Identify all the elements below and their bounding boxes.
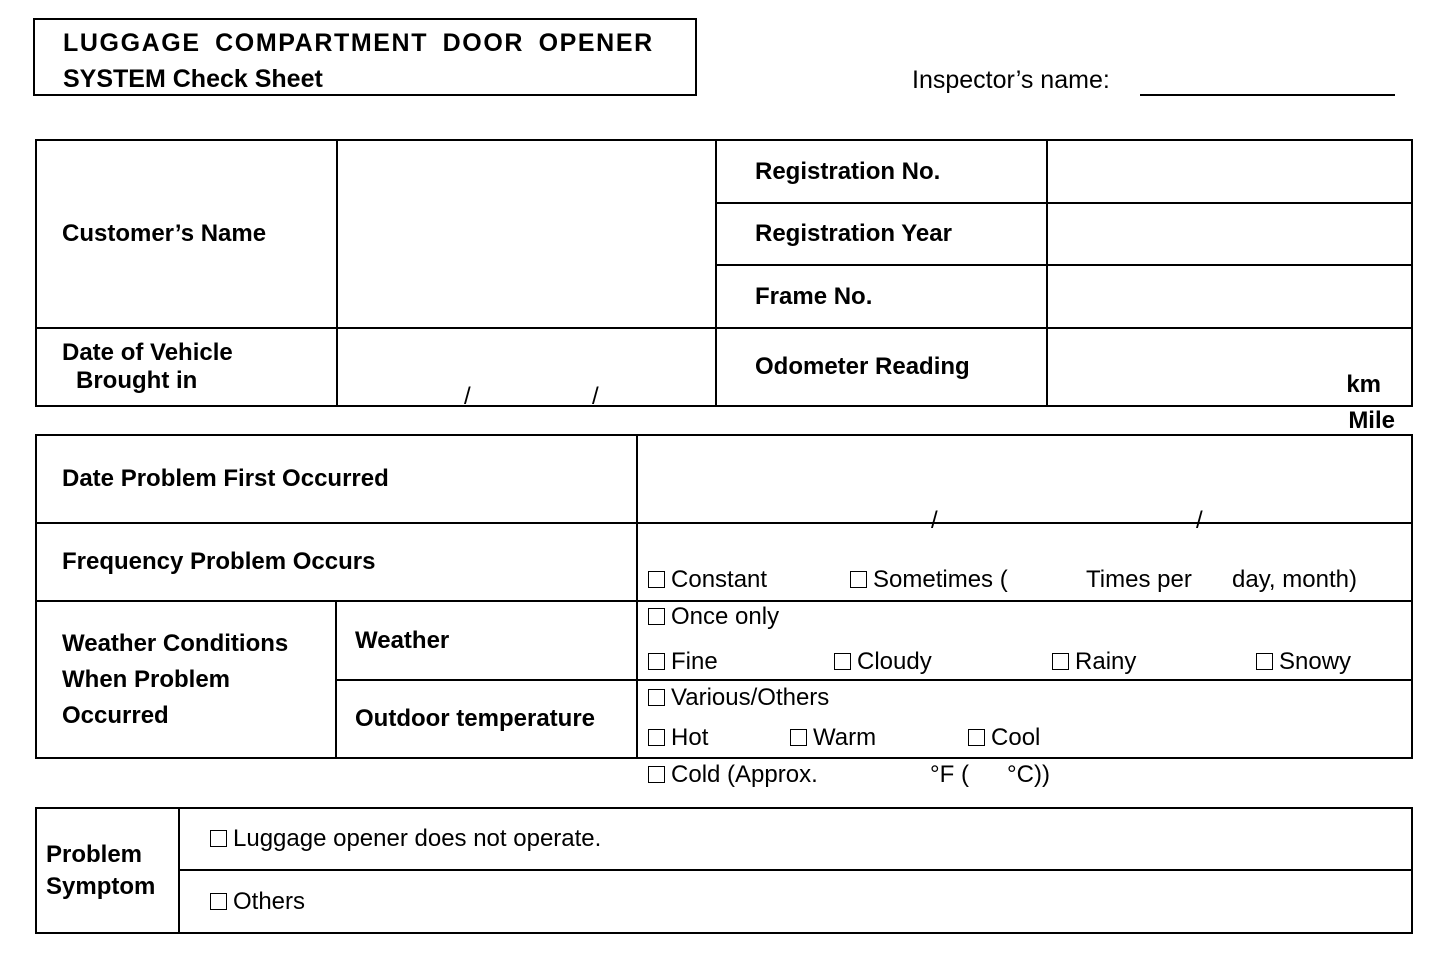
symptom-not-operate-row bbox=[179, 808, 1412, 870]
frame-no-field[interactable] bbox=[1047, 265, 1412, 328]
weather-group-line-3: Occurred bbox=[62, 701, 169, 729]
weather-snowy-option[interactable] bbox=[1256, 648, 1351, 676]
frequency-once-only-option[interactable] bbox=[648, 603, 779, 631]
weather-snowy-text: Snowy bbox=[1279, 647, 1352, 675]
registration-year-field[interactable] bbox=[1047, 203, 1412, 265]
date-brought-in-field[interactable] bbox=[337, 328, 716, 410]
frequency-text: Frequency Problem Occurs bbox=[62, 548, 376, 575]
temp-cold-option[interactable] bbox=[648, 761, 818, 789]
temp-cold-text: Cold (Approx. bbox=[671, 761, 818, 788]
date-brought-in-line-1: Date of Vehicle bbox=[62, 339, 233, 366]
frequency-times-per: Times per bbox=[1086, 566, 1192, 593]
temp-fahrenheit: °F ( bbox=[930, 761, 969, 788]
problem-symptom-label bbox=[36, 808, 179, 933]
registration-no-text: Registration No. bbox=[755, 157, 941, 185]
inspector-name-label: Inspector’s name: bbox=[912, 66, 1110, 94]
date-brought-in-label bbox=[36, 328, 337, 406]
temp-warm-option[interactable] bbox=[790, 724, 876, 752]
checkbox-icon[interactable] bbox=[648, 729, 665, 746]
checkbox-icon[interactable] bbox=[1256, 653, 1273, 670]
checkbox-icon[interactable] bbox=[210, 893, 227, 910]
weather-group-label bbox=[36, 601, 336, 758]
weather-rainy-text: Rainy bbox=[1075, 647, 1137, 675]
temp-celsius: °C)) bbox=[1007, 761, 1050, 788]
vehicle-info-table bbox=[35, 139, 1413, 434]
temp-warm-text: Warm bbox=[813, 724, 877, 751]
frequency-constant-option[interactable] bbox=[648, 566, 767, 594]
frequency-sometimes-option[interactable] bbox=[850, 566, 1008, 594]
registration-year-text: Registration Year bbox=[755, 220, 952, 247]
checkbox-icon[interactable] bbox=[648, 571, 665, 588]
date-first-occurred-label bbox=[36, 435, 637, 523]
odometer-label bbox=[716, 328, 1047, 406]
weather-fine-text: Fine bbox=[671, 647, 718, 675]
title-line-2: SYSTEM Check Sheet bbox=[63, 65, 323, 93]
odometer-unit-mile: Mile bbox=[1348, 407, 1395, 434]
temp-cool-option[interactable] bbox=[968, 724, 1040, 752]
weather-group-line-2: When Problem bbox=[62, 665, 231, 693]
date-separator-1: / bbox=[464, 383, 471, 410]
frame-no-label bbox=[716, 265, 1047, 328]
symptom-others-text: Others bbox=[233, 887, 306, 915]
customer-name-field[interactable] bbox=[337, 140, 716, 328]
temp-hot-text: Hot bbox=[671, 724, 709, 751]
problem-symptom-line-1: Problem bbox=[46, 840, 143, 868]
frequency-label bbox=[36, 523, 637, 601]
frequency-sometimes-text: Sometimes ( bbox=[873, 566, 1008, 593]
problem-symptom-table bbox=[35, 807, 1413, 934]
registration-no-field[interactable] bbox=[1047, 140, 1412, 203]
registration-year-label bbox=[716, 203, 1047, 265]
checkbox-icon[interactable] bbox=[850, 571, 867, 588]
date-brought-in-line-2: Brought in bbox=[76, 367, 198, 394]
checkbox-icon[interactable] bbox=[648, 766, 665, 783]
date-separator-2: / bbox=[592, 383, 599, 410]
symptom-others-row bbox=[179, 870, 1412, 933]
checkbox-icon[interactable] bbox=[968, 729, 985, 746]
customer-name-label bbox=[36, 140, 337, 328]
title-line-1: LUGGAGE COMPARTMENT DOOR OPENER bbox=[63, 29, 654, 57]
temperature-label bbox=[336, 680, 637, 758]
frequency-day-month: day, month) bbox=[1232, 566, 1357, 593]
odometer-text: Odometer Reading bbox=[755, 353, 970, 380]
odometer-field[interactable] bbox=[1047, 328, 1412, 434]
sheet-title bbox=[33, 18, 697, 96]
inspector-name-field[interactable] bbox=[1140, 94, 1395, 96]
weather-text: Weather bbox=[355, 626, 450, 654]
temp-cool-text: Cool bbox=[991, 724, 1041, 751]
weather-group-line-1: Weather Conditions bbox=[62, 629, 289, 657]
first-date-separator-2: / bbox=[1196, 507, 1203, 534]
checkbox-icon[interactable] bbox=[648, 689, 665, 706]
weather-cloudy-text: Cloudy bbox=[857, 647, 932, 675]
weather-various-text: Various/Others bbox=[671, 683, 830, 711]
frequency-once-only-text: Once only bbox=[671, 603, 780, 630]
registration-no-label bbox=[716, 140, 1047, 203]
temperature-text: Outdoor temperature bbox=[355, 705, 596, 732]
conditions-table bbox=[35, 434, 1413, 788]
date-first-occurred-field[interactable] bbox=[637, 435, 1412, 534]
weather-various-option[interactable] bbox=[648, 684, 829, 712]
frame-no-text: Frame No. bbox=[755, 282, 873, 310]
checkbox-icon[interactable] bbox=[834, 653, 851, 670]
problem-symptom-line-2: Symptom bbox=[46, 872, 156, 900]
checkbox-icon[interactable] bbox=[210, 830, 227, 847]
customer-name-text: Customer’s Name bbox=[62, 220, 267, 247]
checkbox-icon[interactable] bbox=[648, 653, 665, 670]
frequency-constant-text: Constant bbox=[671, 566, 768, 593]
first-date-separator-1: / bbox=[931, 507, 938, 534]
date-first-occurred-text: Date Problem First Occurred bbox=[62, 465, 389, 492]
checkbox-icon[interactable] bbox=[790, 729, 807, 746]
odometer-unit-km: km bbox=[1346, 371, 1381, 398]
checkbox-icon[interactable] bbox=[648, 608, 665, 625]
weather-label bbox=[336, 601, 637, 680]
weather-fine-option[interactable] bbox=[648, 648, 718, 676]
symptom-others-option[interactable] bbox=[180, 888, 305, 915]
frequency-options bbox=[637, 523, 1412, 630]
temp-hot-option[interactable] bbox=[648, 724, 708, 752]
checkbox-icon[interactable] bbox=[1052, 653, 1069, 670]
weather-rainy-option[interactable] bbox=[1052, 648, 1136, 676]
weather-cloudy-option[interactable] bbox=[834, 648, 932, 676]
symptom-not-operate-option[interactable] bbox=[180, 825, 601, 852]
symptom-not-operate-text: Luggage opener does not operate. bbox=[233, 825, 602, 852]
